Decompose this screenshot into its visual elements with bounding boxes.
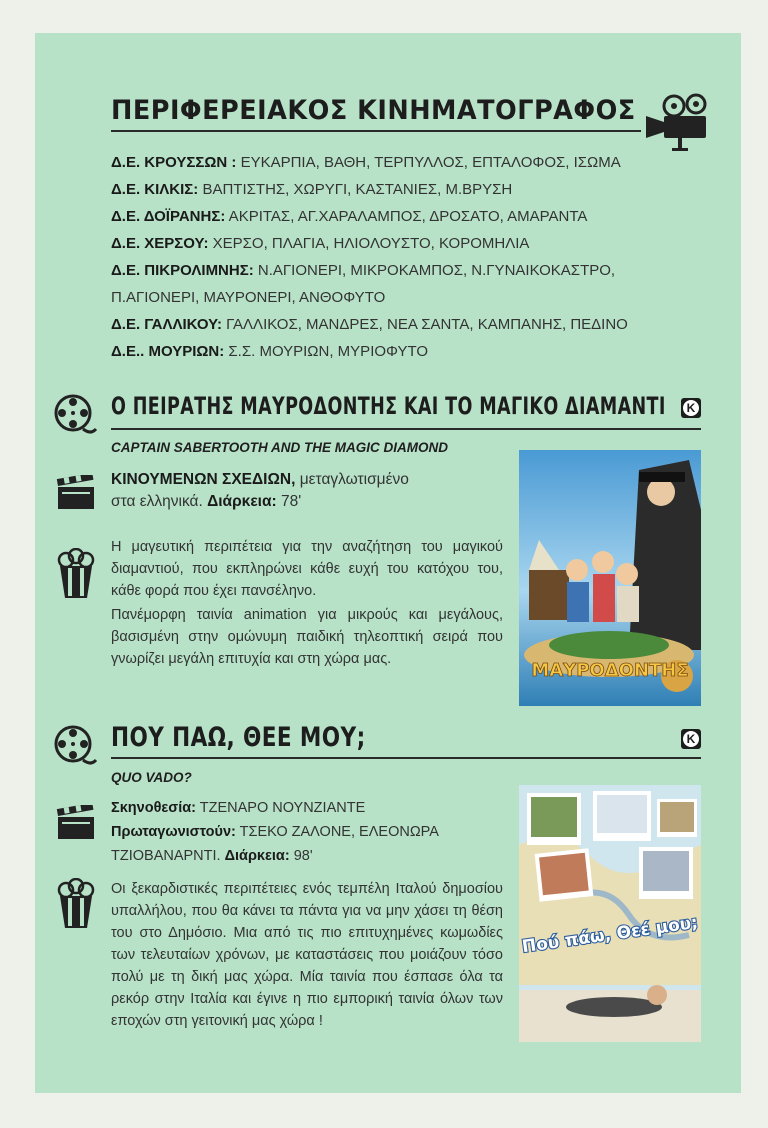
film-reel-icon: [53, 393, 97, 437]
svg-text:ΜΑΥΡΟΔΟΝΤΗΣ: ΜΑΥΡΟΔΟΝΤΗΣ: [531, 660, 689, 681]
film-reel-icon: [53, 724, 97, 768]
svg-text:Πού πάω, Θεέ μου;: Πού πάω, Θεέ μου;: [520, 912, 700, 958]
movie-duration: στα ελληνικά. Διάρκεια: 78': [111, 493, 302, 510]
movie-cast: Πρωταγωνιστούν: ΤΣΕΚΟ ΖΑΛΟΝΕ, ΕΛΕΟΝΩΡΑ: [111, 824, 439, 840]
movie-poster: [519, 785, 701, 1042]
movie-description: Η μαγευτική περιπέτεια για την αναζήτηση του μαγικού διαμαντιού, που εκπληρώνει κάθε ευχή του κατόχου του, κάθε φορά που έχει πανσέληνο.: [111, 539, 503, 599]
movie-genre: ΚΙΝΟΥΜΕΝΩΝ ΣΧΕΔΙΩΝ, μεταγλωτισμένο: [111, 471, 409, 488]
popcorn-icon: [56, 548, 96, 600]
film-camera-icon: [638, 92, 720, 152]
movie-subtitle: CAPTAIN SABERTOOTH AND THE MAGIC DIAMOND: [111, 440, 448, 455]
movie-director: Σκηνοθεσία: ΤΖΕΝΑΡΟ ΝΟΥΝΖΙΑΝΤΕ: [111, 800, 366, 816]
list-item: Δ.Ε. ΚΡΟΥΣΣΩΝ : ΕΥΚΑΡΠΙΑ, ΒΑΘΗ, ΤΕΡΠΥΛΛΟΣ, ΕΠΤΑΛΟΦΟΣ, ΙΣΩΜΑ: [111, 154, 621, 171]
movie-title: Ο ΠΕΙΡΑΤΗΣ ΜΑΥΡΟΔΟΝΤΗΣ ΚΑΙ ΤΟ ΜΑΓΙΚΟ ΔΙΑΜΑΝΤΙ: [111, 392, 666, 420]
list-item: Δ.Ε. ΧΕΡΣΟΥ: ΧΕΡΣΟ, ΠΛΑΓΙΑ, ΗΛΙΟΛΟΥΣΤΟ, ΚΟΡΟΜΗΛΙΑ: [111, 235, 530, 252]
movie-poster: [519, 450, 701, 706]
rating-badge: K: [681, 398, 701, 418]
section-rule: [111, 130, 641, 132]
list-item: Δ.Ε. ΓΑΛΛΙΚΟΥ: ΓΑΛΛΙΚΟΣ, ΜΑΝΔΡΕΣ, ΝΕΑ ΣΑΝΤΑ, ΚΑΜΠΑΝΗΣ, ΠΕΔΙΝΟ: [111, 316, 628, 333]
clapperboard-icon: [56, 475, 96, 511]
section-rule: [111, 757, 701, 759]
movie-duration: ΤΖΙΟΒΑΝΑΡΝΤΙ. Διάρκεια: 98': [111, 848, 313, 864]
list-item: Δ.Ε.. ΜΟΥΡΙΩΝ: Σ.Σ. ΜΟΥΡΙΩΝ, ΜΥΡΙΟΦΥΤΟ: [111, 343, 429, 360]
movie-title: ΠΟΥ ΠΑΩ, ΘΕΕ ΜΟΥ;: [111, 722, 366, 753]
list-item: Δ.Ε. ΠΙΚΡΟΛΙΜΝΗΣ: Ν.ΑΓΙΟΝΕΡΙ, ΜΙΚΡΟΚΑΜΠΟΣ, Ν.ΓΥΝΑΙΚΟΚΑΣΤΡΟ,: [111, 262, 616, 279]
section-title: ΠΕΡΙΦΕΡΕΙΑΚΟΣ ΚΙΝΗΜΑΤΟΓΡΑΦΟΣ: [111, 95, 636, 126]
list-item: Δ.Ε. ΚΙΛΚΙΣ: ΒΑΠΤΙΣΤΗΣ, ΧΩΡΥΓΙ, ΚΑΣΤΑΝΙΕΣ, Μ.ΒΡΥΣΗ: [111, 181, 513, 198]
list-item: Π.ΑΓΙΟΝΕΡΙ, ΜΑΥΡΟΝΕΡΙ, ΑΝΘΟΦΥΤΟ: [111, 289, 386, 306]
list-item: Δ.Ε. ΔΟΪΡΑΝΗΣ: ΑΚΡΙΤΑΣ, ΑΓ.ΧΑΡΑΛΑΜΠΟΣ, ΔΡΟΣΑΤΟ, ΑΜΑΡΑΝΤΑ: [111, 208, 588, 225]
clapperboard-icon: [56, 805, 96, 841]
movie-subtitle: QUO VADO?: [111, 770, 192, 785]
rating-badge: K: [681, 729, 701, 749]
popcorn-icon: [56, 878, 96, 930]
section-rule: [111, 428, 701, 430]
movie-description: Οι ξεκαρδιστικές περιπέτειες ενός τεμπέλη Ιταλού δημοσίου υπαλλήλου, που θα κάνει τα πάντα για να μην χάσει τη θέση του στο Δημόσιο. Μια από τις πιο επιτυχημένες κωμωδίες των τελευταίων χρόνων, με καταστάσεις που μοιάζουν τόσο πολύ με τη δική μας χώρα. Μία ταινία που έσπασε όλα τα ρεκόρ στην Ιταλία και έγινε η πιο εμπορική ταινία όλων των εποχών στη γειτονική μας χώρα !: [111, 881, 503, 1029]
movie-description: Πανέμορφη ταινία animation για μικρούς και μεγάλους, βασισμένη στην ομώνυμη παιδική τηλεοπτική σειρά που γνωρίζει μεγάλη επιτυχία και στη χώρα μας.: [111, 607, 503, 667]
